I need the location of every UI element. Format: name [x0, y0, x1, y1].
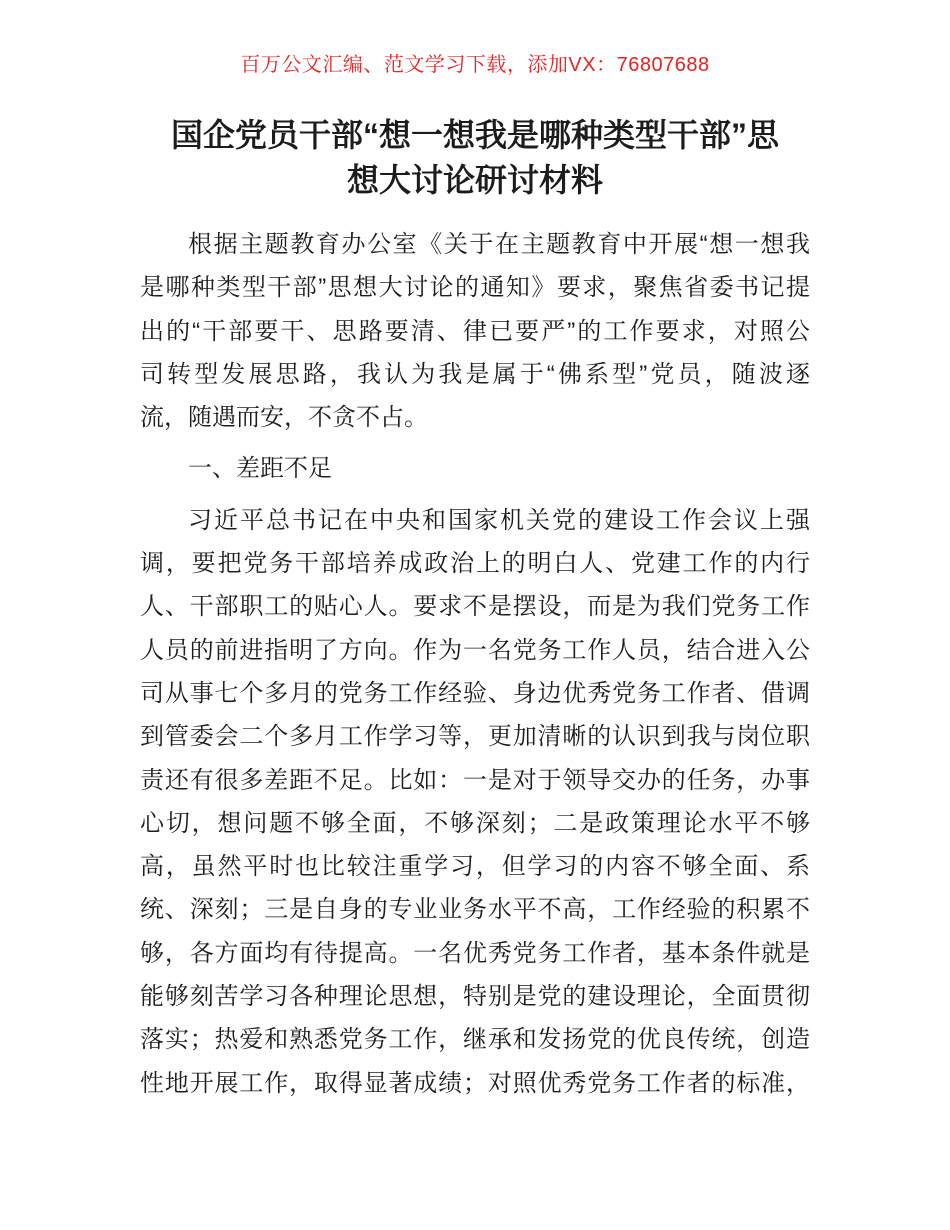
text-line: 心切，想问题不够全面，不够深刻；二是政策理论水平不够	[140, 809, 810, 837]
text-line: 统、深刻；三是自身的专业业务水平不高，工作经验的积累不	[140, 896, 810, 924]
document-content	[140, 223, 810, 1105]
text-line: 能够刻苦学习各种理论思想，特别是党的建设理论，全面贯彻	[140, 983, 810, 1011]
text-line: 调，要把党务干部培养成政治上的明白人、党建工作的内行	[140, 550, 810, 578]
text-line: 根据主题教育办公室《关于在主题教育中开展“想一想我	[188, 231, 810, 258]
section-heading	[140, 447, 810, 490]
text-line: 够，各方面均有待提高。一名优秀党务工作者，基本条件就是	[140, 939, 810, 967]
text-line: 落实；热爱和熟悉党务工作，继承和发扬党的优良传统，创造	[140, 1026, 810, 1054]
text-line: 是哪种类型干部”思想大讨论的通知》要求，聚焦省委书记提	[140, 274, 810, 302]
text-line: 习近平总书记在中央和国家机关党的建设工作会议上强	[188, 506, 810, 534]
promo-watermark-text: 百万公文汇编、范文学习下载，添加VX：76807688	[240, 54, 710, 76]
text-line: 流，随遇而安，不贪不占。	[140, 404, 428, 432]
text-line: 一、差距不足	[188, 455, 332, 483]
title-line: 国企党员干部“想一想我是哪种类型干部”思	[170, 117, 779, 153]
title-line: 想大讨论研讨材料	[346, 162, 603, 198]
paragraph	[140, 223, 810, 439]
text-line: 人、干部职工的贴心人。要求不是摆设，而是为我们党务工作	[140, 593, 810, 621]
text-line: 人员的前进指明了方向。作为一名党务工作人员，结合进入公	[140, 636, 810, 664]
text-line: 司转型发展思路，我认为我是属于“佛系型”党员，随波逐	[140, 360, 810, 388]
paragraph	[140, 499, 810, 1105]
text-line: 到管委会二个多月工作学习等，更加清晰的认识到我与岗位职	[140, 723, 810, 751]
document-title	[140, 113, 810, 203]
text-line: 出的“干部要干、思路要清、律已要严”的工作要求，对照公	[140, 317, 810, 345]
text-line: 性地开展工作，取得显著成绩；对照优秀党务工作者的标准，	[140, 1069, 810, 1097]
text-line: 高，虽然平时也比较注重学习，但学习的内容不够全面、系	[140, 853, 810, 881]
text-line: 司从事七个多月的党务工作经验、身边优秀党务工作者、借调	[140, 679, 810, 707]
text-line: 责还有很多差距不足。比如：一是对于领导交办的任务，办事	[140, 766, 810, 794]
